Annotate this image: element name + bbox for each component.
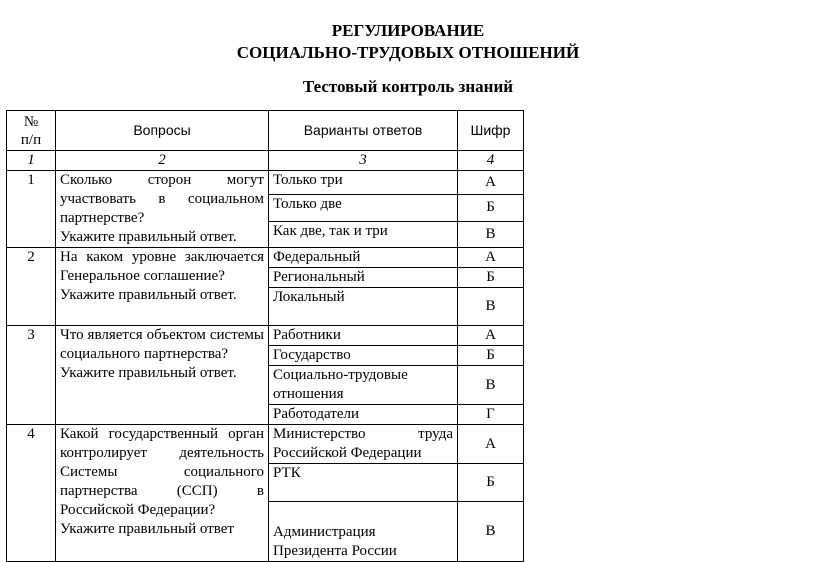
question-text: [56, 425, 269, 562]
answer-option: Социально-трудовые отношения: [269, 366, 458, 405]
answer-option: Министерство труда Российской Федерации: [269, 425, 458, 464]
answer-option: Государство: [269, 346, 458, 366]
answer-option: Локальный: [269, 288, 458, 326]
answer-code: А: [458, 171, 524, 195]
header-questions: Вопросы: [56, 111, 269, 151]
question-number: 2: [7, 248, 56, 326]
answer-code: Б: [458, 464, 524, 502]
table-row: [7, 171, 524, 195]
question-text: [56, 171, 269, 248]
question-text: [56, 326, 269, 425]
question-instruction: Укажите правильный ответ: [60, 521, 234, 537]
answer-option: Как две, так и три: [269, 221, 458, 247]
answer-code: Г: [458, 405, 524, 425]
answer-code: В: [458, 221, 524, 247]
question-line: Что является объектом системы социального партнерства?: [60, 327, 264, 362]
answer-code: В: [458, 502, 524, 562]
answer-option: Федеральный: [269, 248, 458, 268]
table-row: [7, 248, 524, 268]
column-index: 4: [458, 151, 524, 171]
answer-code: А: [458, 425, 524, 464]
column-index: 3: [269, 151, 458, 171]
question-text: [56, 248, 269, 326]
table-row: [7, 425, 524, 464]
header-number-abbr: п/п: [20, 131, 42, 148]
column-index: 2: [56, 151, 269, 171]
answer-code: Б: [458, 195, 524, 221]
question-instruction: Укажите правильный ответ.: [60, 287, 237, 303]
header-row: [7, 111, 524, 151]
title-line-1: РЕГУЛИРОВАНИЕ: [331, 21, 485, 40]
question-line: На каком уровне заключается Генеральное соглашение?: [60, 249, 264, 284]
question-number: 3: [7, 326, 56, 425]
answer-code: Б: [458, 346, 524, 366]
answer-option: Только две: [269, 195, 458, 221]
answer-option: Работодатели: [269, 405, 458, 425]
table-row: [7, 326, 524, 346]
column-index-row: [7, 151, 524, 171]
question-line: Какой государственный орган контролирует деятельность Системы социального партнерства (ССП) в Российской Федерации?: [60, 426, 264, 518]
answer-option: Работники: [269, 326, 458, 346]
answer-option: Администрация Президента России: [269, 502, 458, 562]
column-index: 1: [7, 151, 56, 171]
header-number-symbol: №: [23, 113, 39, 130]
header-code: Шифр: [458, 111, 524, 151]
answer-option: Только три: [269, 171, 458, 195]
question-line: Сколько сторон могут участвовать в социальном партнерстве?: [60, 172, 264, 226]
question-instruction: Укажите правильный ответ.: [60, 229, 237, 245]
header-answers: Варианты ответов: [269, 111, 458, 151]
question-instruction: Укажите правильный ответ.: [60, 365, 237, 381]
answer-code: Б: [458, 268, 524, 288]
answer-code: В: [458, 288, 524, 326]
question-number: 1: [7, 171, 56, 248]
title-line-2: СОЦИАЛЬНО-ТРУДОВЫХ ОТНОШЕНИЙ: [236, 43, 580, 62]
subtitle: Тестовый контроль знаний: [302, 77, 514, 96]
answer-option: РТК: [269, 464, 458, 502]
test-table: [6, 110, 524, 562]
answer-code: В: [458, 366, 524, 405]
answer-code: А: [458, 326, 524, 346]
question-number: 4: [7, 425, 56, 562]
answer-option: Региональный: [269, 268, 458, 288]
answer-code: А: [458, 248, 524, 268]
header-number: [7, 111, 56, 151]
